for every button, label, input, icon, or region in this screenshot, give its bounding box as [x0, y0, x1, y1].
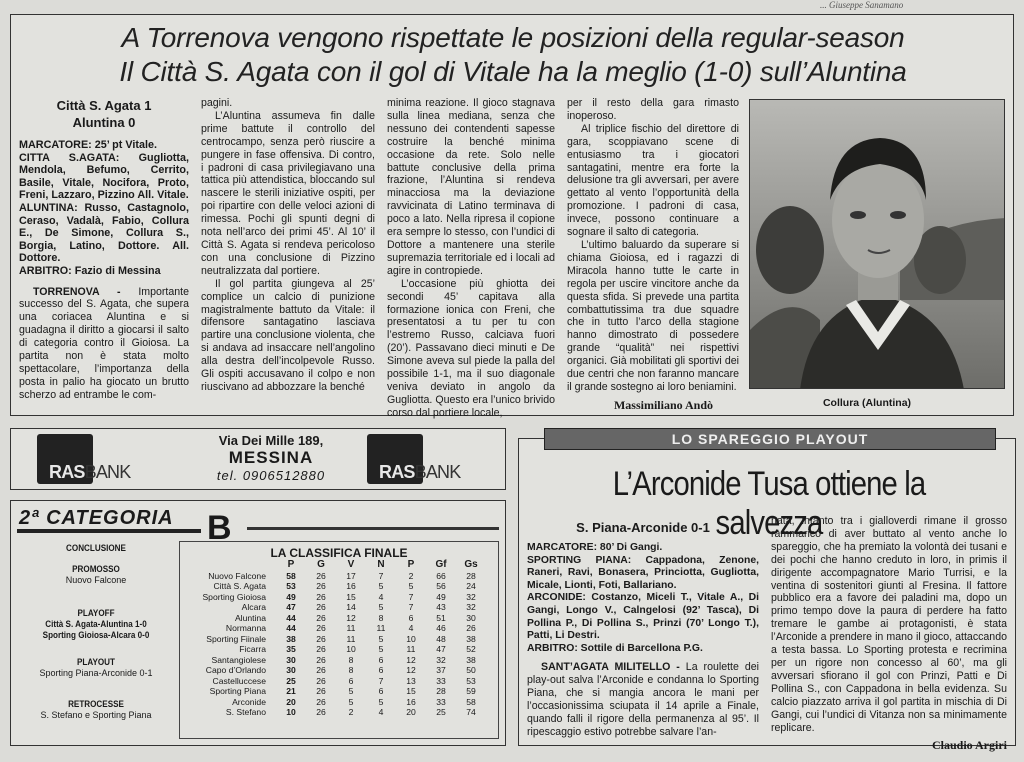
standings-row	[184, 686, 486, 697]
article1-text-2a: pagini.	[201, 97, 233, 109]
standings-value-cell: 32	[466, 591, 476, 602]
standings-team-cell: Ficarra	[239, 644, 266, 654]
standings-team-cell: Normanna	[225, 623, 266, 633]
season-outcome	[21, 543, 171, 721]
standings-row	[184, 592, 486, 603]
standings-value-cell: 7	[378, 570, 384, 581]
standings-row	[184, 581, 486, 592]
playout-byline: Claudio Argiri	[931, 738, 1007, 753]
standings-value-cell: 15	[346, 591, 356, 602]
standings-value-cell: 11	[346, 623, 356, 633]
lineup-away-players: Russo, Castagnolo, Ceraso, Vadalà, Fabio, Collura E., De Simone, Collura S., Borgia, Latino, Dottore. All. Dottore.	[19, 201, 189, 265]
standings-value-cell: 38	[466, 633, 476, 644]
standings-value-cell: 37	[436, 665, 446, 675]
standings-value-cell: 33	[436, 696, 446, 707]
playout-report	[527, 542, 759, 655]
group-letter: B	[207, 509, 232, 547]
standings-value-cell: 66	[436, 570, 446, 581]
standings-value-cell: 35	[286, 644, 296, 654]
standings-value-cell: 5	[378, 602, 384, 612]
article1-lead	[19, 286, 189, 402]
standings-value-cell: 43	[436, 602, 446, 612]
standings-row	[184, 644, 486, 655]
standings-header-cell: Gf	[435, 559, 447, 570]
standings-value-cell: 26	[316, 654, 326, 665]
playout-headline: L’Arconide Tusa ottiene la salvezza	[612, 465, 926, 542]
standings-value-cell: 10	[406, 633, 416, 644]
standings-value-cell: 59	[466, 686, 476, 696]
standings-value-cell: 5	[408, 581, 414, 591]
standings-value-cell: 25	[436, 707, 446, 717]
standings-row	[184, 655, 486, 666]
referee-line: ARBITRO: Fazio di Messina	[19, 264, 161, 277]
standings-value-cell: 50	[466, 665, 476, 675]
headline-line-1: A Torrenova vengono rispettate le posizioni della regular-season	[121, 22, 905, 53]
article1-text-1: Importante successo del S. Agata, che supera una coriacea Aluntina e si guadagna il diritto a giocarsi il salto di categoria contro il Gioiosa. La partita non è stata molto spettacolare, l’importanza della posta in palio ha giocato un brutto scherzo ad entrambe le com-	[19, 285, 189, 401]
playoff-result-2: Sporting Gioiosa-Alcara 0-0	[42, 630, 150, 640]
standings-value-cell: 8	[378, 612, 384, 623]
standings-value-cell: 46	[436, 623, 446, 633]
standings-value-cell: 10	[346, 644, 356, 654]
standings-team-cell: Nuovo Falcone	[208, 570, 266, 581]
standings-value-cell: 14	[346, 602, 356, 612]
article1-text-4a: per il resto della gara rimasto inoperoso.	[567, 97, 739, 122]
standings-header-cell: P	[287, 559, 295, 570]
standings-value-cell: 11	[346, 633, 356, 644]
playout-lineup-away: ARCONIDE: Costanzo, Miceli T., Vitale A., Di Gangi, Longo V., Calngelosi (92’ Tasca), Di Pollina P., Di Pollina S., Prinzi (70’ Longo T.), Patti, Li Destri.	[527, 592, 759, 642]
standings-value-cell: 7	[378, 675, 384, 686]
standings-value-cell: 44	[286, 612, 296, 623]
standings-value-cell: 5	[348, 696, 354, 707]
standings-value-cell: 4	[378, 591, 384, 602]
playout-result: Sporting Piana-Arconide 0-1	[39, 668, 153, 678]
lineup-home	[19, 152, 189, 202]
article1-text-3b: L’occasione più ghiotta dei secondi 45’ capitava alla formazione ionica con Freni, che presentatosi a tu per tu con l’estremo Russo, calciava fuori (20’). Passavano dieci minuti e De Simone aveva sul piede la palla del possibile 1-1, ma il suo diagonale veniva deviato in angolo da Gugliotta. Questo era l’unico brivido corso dal portiere locale,	[387, 277, 555, 419]
standings-value-cell: 5	[378, 581, 384, 591]
standings-value-cell: 20	[286, 696, 296, 707]
standings-value-cell: 6	[348, 675, 354, 686]
standings-value-cell: 56	[436, 581, 446, 591]
standings-value-cell: 26	[316, 686, 326, 696]
standings-team-cell: Sporting Piana	[209, 686, 266, 696]
article2-column-1	[527, 519, 759, 739]
standings-value-cell: 20	[406, 707, 416, 717]
standings-row	[184, 623, 486, 634]
standings-value-cell: 26	[466, 623, 476, 633]
playoff-heading: PLAYOFF	[77, 608, 115, 618]
standings-value-cell: 47	[286, 602, 296, 612]
standings-value-cell: 16	[346, 581, 356, 591]
standings-box	[10, 500, 506, 746]
standings-value-cell: 24	[466, 581, 476, 591]
player-photo	[749, 99, 1005, 389]
standings-value-cell: 26	[316, 591, 326, 602]
standings-team-cell: Aluntina	[234, 612, 266, 623]
standings-value-cell: 74	[466, 707, 476, 717]
playout-text-2: nata, intanto tra i gialloverdi rimane il grosso rammarico di aver buttato al vento anche lo spareggio, che ha premiato la volontà dei tusani e dei pochi che hanno creduto in loro, in primis il dirigente accompagnatore Mario Turrisi, e la ventina di sostenitori giunti al Fresina. Il fattore pubblico era a favore dei paladini ma, dopo un primo tempo dove la paura di perdere ha fatto tremare le gambe ai protagonisti, è stata l’Arconide a prendere in mano il gioco, attaccando a testa bassa. Lo Sporting protesta e recrimina per un rigore non concesso al 60’, ma gli avversari sfiorano il gol con Prinzi, Patti e Di Pollina S., con Cappadona in bella evidenza. Su calcio piazzato arriva il gol partita in mischia di Di Gangi, cui l’undici di Vitanza non sa minimamente replicare.	[771, 515, 1007, 734]
standings-team-cell: Città S. Agata	[213, 581, 266, 591]
standings-value-cell: 11	[376, 623, 386, 633]
standings-value-cell: 5	[348, 686, 354, 696]
standings-value-cell: 25	[286, 675, 296, 686]
standings-row	[184, 676, 486, 687]
standings-table-box	[179, 541, 499, 739]
article1-column-3	[387, 97, 555, 420]
standings-team-cell: Castelluccese	[212, 675, 266, 686]
photo-caption: Collura (Aluntina)	[822, 397, 912, 409]
standings-team-cell: Alcara	[241, 602, 266, 612]
score-away: Aluntina 0	[72, 115, 136, 130]
standings-value-cell: 47	[436, 644, 446, 654]
playoff-result-1: Città S. Agata-Aluntina 1-0	[45, 619, 147, 629]
standings-value-cell: 26	[316, 570, 326, 581]
article1-byline: Massimiliano Andò	[613, 397, 713, 412]
playout-score: S. Piana-Arconide 0-1	[576, 520, 710, 535]
standings-value-cell: 5	[378, 644, 384, 654]
standings-value-cell: 8	[348, 654, 354, 665]
playout-article	[518, 438, 1016, 753]
standings-value-cell: 11	[406, 644, 416, 654]
standings-value-cell: 33	[436, 675, 446, 686]
standings-header-cell: Gs	[464, 559, 478, 570]
article1-text-2c: Il gol partita giungeva al 25’ complice un calcio di punizione magistralmente battuto da Vitale: il difensore santagatino lasciava partire una conclusione violenta, che si andava ad insaccare nell’angolino alla destra dell’incolpevole Russo. Gli ospiti accusavano il colpo e non riuscivano ad abbozzare la benché	[201, 277, 375, 393]
standings-value-cell: 32	[466, 602, 476, 612]
article1-text-3a: minima reazione. Il gioco stagnava sulla linea mediana, senza che nessuno dei contendenti sapesse costruire la benché minima occasione da rete. Solo nelle battute conclusive della prima frazione, l’Aluntina si rendeva minacciosa ma la deviazione ravvicinata di Latino terminava di poco a lato. Nella ripresa il copione era sempre lo stesso, con l’undici di Dottore a mantenere una sterile supremazia territoriale ed i locali ad agire in contropiede.	[387, 97, 555, 277]
standings-value-cell: 17	[346, 570, 356, 581]
standings-value-cell: 51	[436, 612, 446, 623]
lineup-away-label: ALUNTINA:	[19, 201, 78, 214]
ad-address	[159, 433, 383, 483]
standings-value-cell: 7	[408, 602, 414, 612]
standings-value-cell: 8	[348, 665, 354, 675]
standings-value-cell: 26	[316, 696, 326, 707]
score-home: Città S. Agata 1	[56, 98, 152, 113]
headline-line-2: Il Città S. Agata con il gol di Vitale ha la meglio (1-0) sull’Aluntina	[119, 56, 907, 87]
standings-value-cell: 26	[316, 581, 326, 591]
lineup-home-players: Gugliotta, Mendola, Befumo, Cerrito, Basile, Vitale, Nocifora, Proto, Freni, Lazzaro, Pizzino All. Vitale.	[19, 151, 189, 202]
standings-value-cell: 4	[378, 707, 384, 717]
standings-value-cell: 12	[406, 654, 416, 665]
standings-value-cell: 12	[346, 612, 356, 623]
playout-lineup-home: SPORTING PIANA: Cappadona, Zenone, Raneri, Ravi, Bonasera, Princiotta, Gugliotta, Micale, Lionti, Foti, Ballariano.	[527, 554, 759, 591]
standings-value-cell: 58	[286, 570, 296, 581]
standings-value-cell: 6	[408, 612, 414, 623]
standings-row	[184, 613, 486, 624]
article1-column-4	[567, 97, 739, 413]
standings-value-cell: 26	[316, 675, 326, 686]
standings-row	[184, 634, 486, 645]
scorer-line: MARCATORE: 25’ pt Vitale.	[19, 139, 157, 151]
standings-row	[184, 602, 486, 613]
standings-value-cell: 53	[466, 675, 476, 686]
standings-row	[184, 665, 486, 676]
standings-value-cell: 21	[286, 686, 296, 696]
promosso-heading: PROMOSSO	[72, 564, 120, 574]
standings-value-cell: 10	[286, 707, 296, 717]
lineup-away	[19, 202, 189, 265]
playout-heading: PLAYOUT	[77, 657, 115, 667]
standings-value-cell: 15	[406, 686, 416, 696]
standings-value-cell: 30	[286, 654, 296, 665]
lineup-home-label: CITTA S.AGATA:	[19, 151, 120, 164]
playout-banner: LO SPAREGGIO PLAYOUT	[544, 428, 996, 450]
standings-value-cell: 26	[316, 612, 326, 623]
playout-dateline: SANT’AGATA MILITELLO -	[541, 661, 686, 674]
player-portrait-image	[750, 100, 1005, 389]
standings-value-cell: 53	[286, 581, 296, 591]
standings-value-cell: 38	[286, 633, 296, 644]
rasbank-ad	[10, 428, 506, 490]
standings-value-cell: 6	[378, 686, 384, 696]
standings-value-cell: 48	[436, 633, 446, 644]
standings-value-cell: 28	[466, 570, 476, 581]
article1-column-2	[201, 97, 375, 394]
standings-value-cell: 26	[316, 644, 326, 654]
standings-value-cell: 26	[316, 633, 326, 644]
standings-team-cell: Arconide	[232, 696, 266, 707]
standings-title: LA CLASSIFICA FINALE	[270, 546, 408, 560]
standings-table	[184, 560, 486, 718]
standings-value-cell: 30	[286, 665, 296, 675]
playout-referee: ARBITRO: Sottile di Barcellona P.G.	[527, 642, 703, 654]
retrocesse-teams: S. Stefano e Sporting Piana	[40, 710, 152, 720]
standings-row	[184, 697, 486, 708]
standings-value-cell: 12	[406, 665, 416, 675]
match-report	[19, 139, 189, 278]
standings-team-cell: Capo d’Orlando	[205, 665, 266, 675]
standings-header-cell: V	[347, 559, 355, 570]
standings-value-cell: 44	[286, 623, 296, 633]
standings-value-cell: 2	[408, 570, 414, 581]
article1-text-4c: L’ultimo baluardo da superare si chiama Gioiosa, ed i ragazzi di Miracola hanno tutte le carte in regola per uscire vincitore anche da questa sfida. Si prevede una partita combattutissima tra due squadre che in tutto l’arco della stagione hanno dimostrato di possedere grande “qualità” nei rispettivi organici. Già mobilitati gli sportivi dei due centri che non faranno mancare il grande sostegno ai loro beniamini.	[567, 238, 739, 393]
standings-value-cell: 6	[378, 665, 384, 675]
standings-row	[184, 707, 486, 718]
standings-value-cell: 2	[348, 707, 354, 717]
standings-value-cell: 30	[466, 612, 476, 623]
standings-value-cell: 49	[286, 591, 296, 602]
ad-street: Via Dei Mille 189,	[218, 433, 324, 448]
standings-value-cell: 7	[408, 591, 414, 602]
standings-team-cell: S. Stefano	[225, 707, 266, 717]
article1-text-2b: L’Aluntina assumeva fin dalle prime battute il controllo del centrocampo, senza però riuscire a pungere in fase offensiva. Di contro, i padroni di casa privilegiavano una tattica più attendistica, bloccando sul nascere le sterili iniziative ospiti, per poi ripartire con delle veloci azioni di rimessa. Pochi gli spunti degni di nota nell’arco dei primi 45’. Al 10’ il Città S. Agata si rendeva pericoloso con una conclusione di Pizzino neutralizzata dal portiere.	[201, 109, 375, 277]
standings-value-cell: 26	[316, 602, 326, 612]
ad-phone: tel. 0906512880	[216, 468, 326, 483]
promosso-team: Nuovo Falcone	[65, 575, 127, 585]
ad-city: MESSINA	[228, 448, 314, 467]
main-headline	[21, 21, 1005, 89]
article2-column-2	[771, 515, 1007, 753]
standings-value-cell: 6	[378, 654, 384, 665]
playout-lead	[527, 661, 759, 738]
playout-text-1: La roulette dei play-out salva l’Arconide e condanna lo Sporting Piana, che si mangia ancora le mani per l’occasionissima sciupata il 14 aprile a Finale, quando falli il rigore della permanenza al 95’. Il ripescaggio estivo potrebbe salvare l’an-	[527, 661, 759, 738]
standings-value-cell: 26	[316, 623, 326, 633]
article1-text-4b: Al triplice fischio del direttore di gara, scoppiavano scene di entusiasmo tra i giocatori santagatini, mentre era forte la delusione tra gli avversari, per avere gettato al vento l’opportunità della promozione. I padroni di casa, invece, possono continuare a sognare il salto di categoria.	[567, 122, 739, 239]
standings-value-cell: 49	[436, 591, 446, 602]
conclusione-heading: CONCLUSIONE	[66, 543, 126, 553]
standings-value-cell: 26	[316, 707, 326, 717]
standings-value-cell: 26	[316, 665, 326, 675]
standings-value-cell: 32	[436, 654, 446, 665]
standings-value-cell: 28	[436, 686, 446, 696]
standings-value-cell: 4	[408, 623, 414, 633]
standings-value-cell: 5	[378, 633, 384, 644]
standings-header-cell: G	[317, 559, 325, 570]
standings-row	[184, 571, 486, 582]
standings-team-cell: Santangiolese	[211, 654, 266, 665]
article1-column-1	[19, 97, 189, 402]
standings-team-cell: Sporting Fiinale	[206, 633, 266, 644]
standings-value-cell: 38	[466, 654, 476, 665]
playout-scorer: MARCATORE: 80’ Di Gangi.	[527, 542, 663, 553]
retrocesse-heading: RETROCESSE	[68, 699, 124, 709]
dateline: TORRENOVA -	[33, 285, 139, 298]
standings-value-cell: 58	[466, 696, 476, 707]
standings-value-cell: 13	[406, 675, 416, 686]
main-article	[10, 14, 1014, 419]
category-title: 2ª CATEGORIA	[19, 507, 174, 529]
top-strip: ... Giuseppe Sanamano	[820, 0, 904, 10]
standings-header-cell: N	[377, 559, 385, 570]
standings-value-cell: 52	[466, 644, 476, 654]
standings-value-cell: 16	[406, 696, 416, 707]
standings-value-cell: 5	[378, 696, 384, 707]
rasbank-logo-left: RASBANK	[37, 434, 147, 484]
standings-header-cell: P	[407, 559, 415, 570]
rasbank-logo-right: RASBANK	[367, 434, 477, 484]
standings-team-cell: Sporting Gioiosa	[202, 591, 266, 602]
